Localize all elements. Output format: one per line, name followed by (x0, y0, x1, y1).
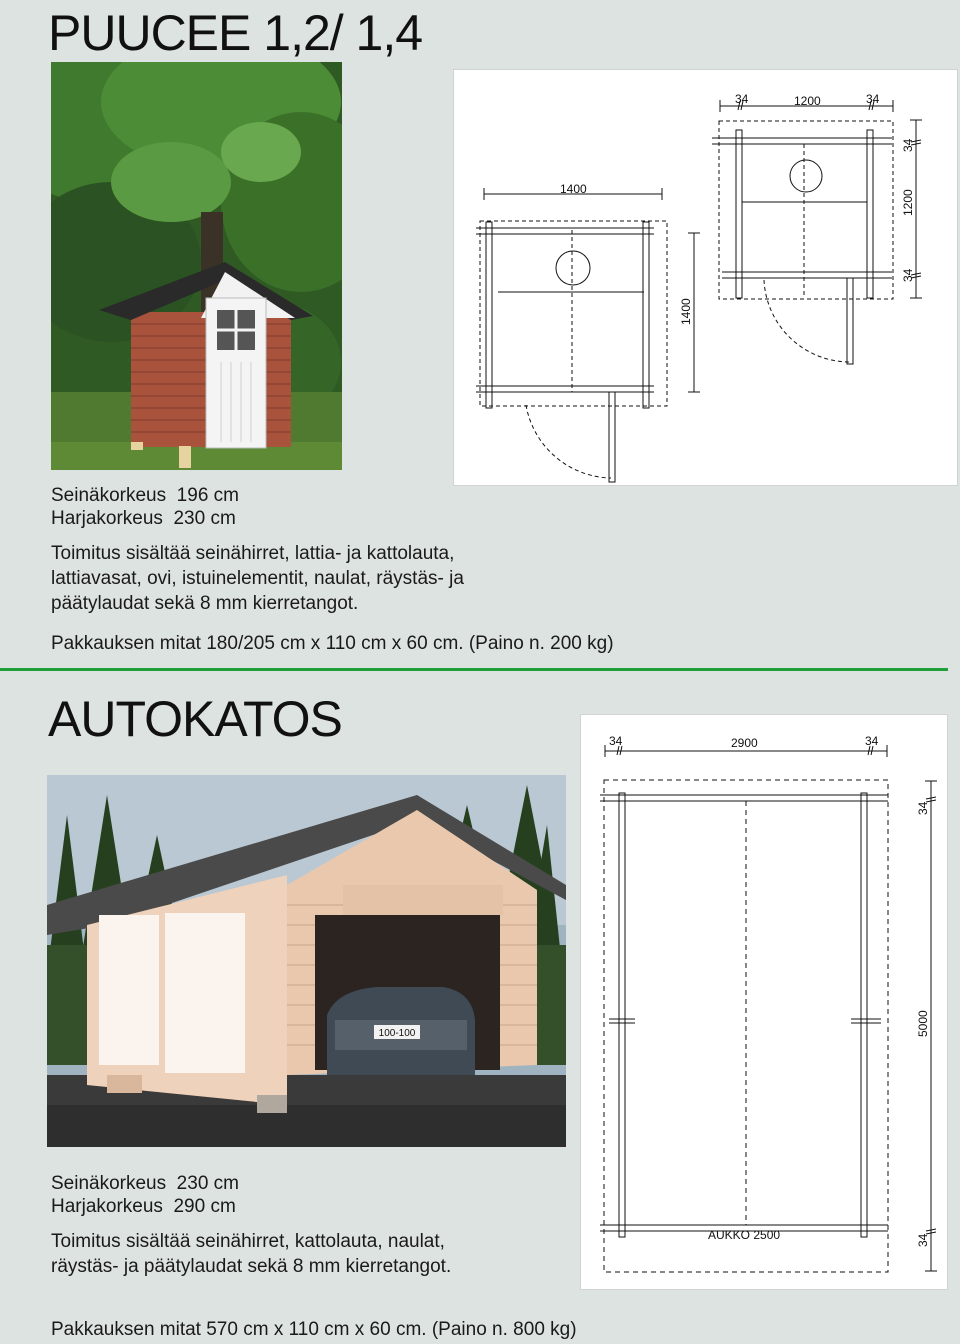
dim-width-large: 1200 (794, 94, 821, 108)
section-title-puucee: PUUCEE 1,2/ 1,4 (48, 5, 423, 61)
carport-floor-plan (580, 714, 948, 1290)
dim-side-bottom-large: 34 (901, 268, 915, 282)
outhouse-photo (51, 62, 342, 470)
dim-width: 2900 (731, 736, 758, 750)
dim-side-mid-large: 1200 (901, 189, 915, 216)
opening-label: AUKKO 2500 (708, 1228, 781, 1242)
dim-right-large: 34 (866, 92, 880, 106)
delivery-line-1-carport: Toimitus sisältää seinähirret, kattolauta, naulat, (51, 1231, 445, 1252)
dim-side-top: 34 (916, 801, 930, 815)
delivery-line-3: päätylaudat sekä 8 mm kierretangot. (51, 593, 359, 614)
package-info-carport: Pakkauksen mitat 570 cm x 110 cm x 60 cm. (Paino n. 800 kg) (51, 1319, 577, 1340)
dim-side-top-large: 34 (901, 138, 915, 152)
delivery-line-2-carport: räystäs- ja päätylaudat sekä 8 mm kierretangot. (51, 1256, 452, 1277)
dim-left-large: 34 (735, 92, 749, 106)
delivery-line-1: Toimitus sisältää seinähirret, lattia- ja kattolauta, (51, 543, 455, 564)
outhouse-floor-plan (453, 69, 958, 486)
carport-photo (47, 775, 566, 1147)
section-divider (0, 668, 948, 671)
spec-wall-height-carport: Seinäkorkeus 230 cm (51, 1173, 239, 1194)
spec-wall-height: Seinäkorkeus 196 cm (51, 485, 239, 506)
dim-top-small: 1400 (560, 182, 587, 196)
dim-side-small: 1400 (679, 298, 693, 325)
spec-ridge-height-carport: Harjakorkeus 290 cm (51, 1196, 236, 1217)
section-title-autokatos: AUTOKATOS (48, 691, 342, 747)
spec-ridge-height: Harjakorkeus 230 cm (51, 508, 236, 529)
dim-side-mid: 5000 (916, 1010, 930, 1037)
delivery-line-2: lattiavasat, ovi, istuinelementit, naulat, räystäs- ja (51, 568, 464, 589)
license-plate: 100-100 (378, 1028, 416, 1039)
dim-side-bottom: 34 (916, 1233, 930, 1247)
dim-left: 34 (609, 734, 623, 748)
dim-right: 34 (865, 734, 879, 748)
package-info: Pakkauksen mitat 180/205 cm x 110 cm x 60 cm. (Paino n. 200 kg) (51, 633, 614, 654)
